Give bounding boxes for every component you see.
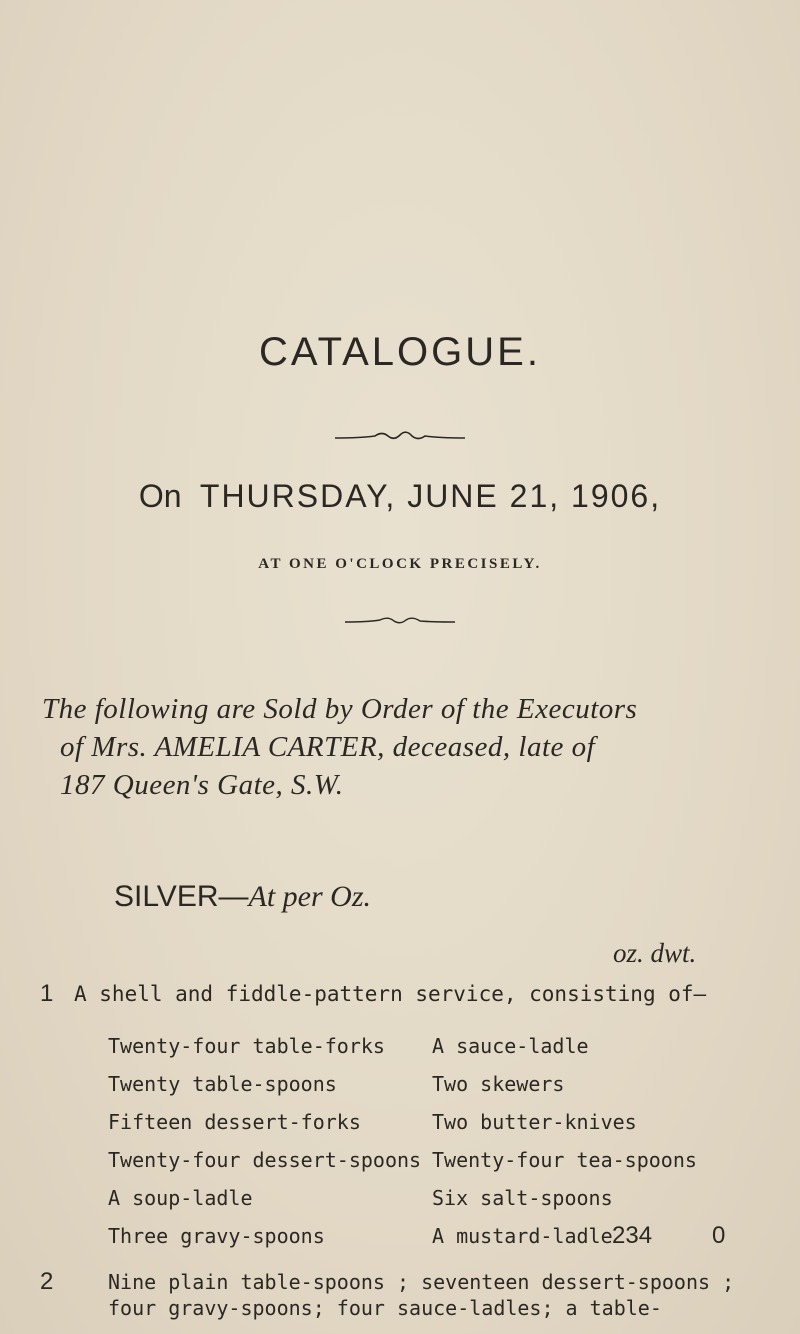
lot-description: A shell and fiddle-pattern service, consisting of— xyxy=(74,982,707,1006)
date-text: THURSDAY, JUNE 21, 1906, xyxy=(199,478,662,514)
intro-line-3: 187 Queen's Gate, S.W. xyxy=(60,769,344,801)
page-title: CATALOGUE. xyxy=(259,330,541,374)
list-item: Twenty-four tea-spoons xyxy=(432,1148,697,1172)
ornament-divider-bottom xyxy=(0,612,800,631)
list-item: Six salt-spoons xyxy=(432,1186,613,1210)
sale-date xyxy=(0,478,800,515)
flourish-icon xyxy=(330,429,470,443)
list-item: A soup-ladle xyxy=(108,1186,253,1210)
sale-time: AT ONE O'CLOCK PRECISELY. xyxy=(258,556,542,572)
list-item: Twenty table-spoons xyxy=(108,1072,337,1096)
date-prefix: On xyxy=(138,478,182,514)
list-item: A sauce-ladle xyxy=(432,1034,589,1058)
list-item: Three gravy-spoons xyxy=(108,1224,325,1248)
list-item: Two butter-knives xyxy=(432,1110,637,1134)
list-item: Twenty-four table-forks xyxy=(108,1034,385,1058)
lot-ounces: 234 xyxy=(612,1222,653,1249)
flourish-icon xyxy=(340,615,460,627)
list-item: Two skewers xyxy=(432,1072,565,1096)
lot-text-line: four gravy-spoons; four sauce-ladles; a table- xyxy=(108,1296,662,1320)
section-title: SILVER— xyxy=(114,880,249,913)
intro-paragraph xyxy=(42,690,782,804)
lot-text-line: Nine plain table-spoons ; seventeen dessert-spoons ; xyxy=(108,1270,735,1294)
section-subtitle: At per Oz. xyxy=(248,880,371,913)
lot-number: 2 xyxy=(40,1268,54,1295)
lot-number: 1 xyxy=(40,980,54,1007)
list-item: Twenty-four dessert-spoons xyxy=(108,1148,422,1172)
intro-line-2: of Mrs. AMELIA CARTER, deceased, late of xyxy=(60,731,596,763)
section-heading xyxy=(114,880,371,914)
list-item: Fifteen dessert-forks xyxy=(108,1110,361,1134)
list-item: A mustard-ladle xyxy=(432,1224,613,1248)
ornament-divider-top xyxy=(0,428,800,447)
intro-line-1: The following are Sold by Order of the Executors xyxy=(42,693,638,725)
units-header: oz. dwt. xyxy=(613,938,697,968)
lot-pennyweights: 0 xyxy=(712,1222,726,1249)
